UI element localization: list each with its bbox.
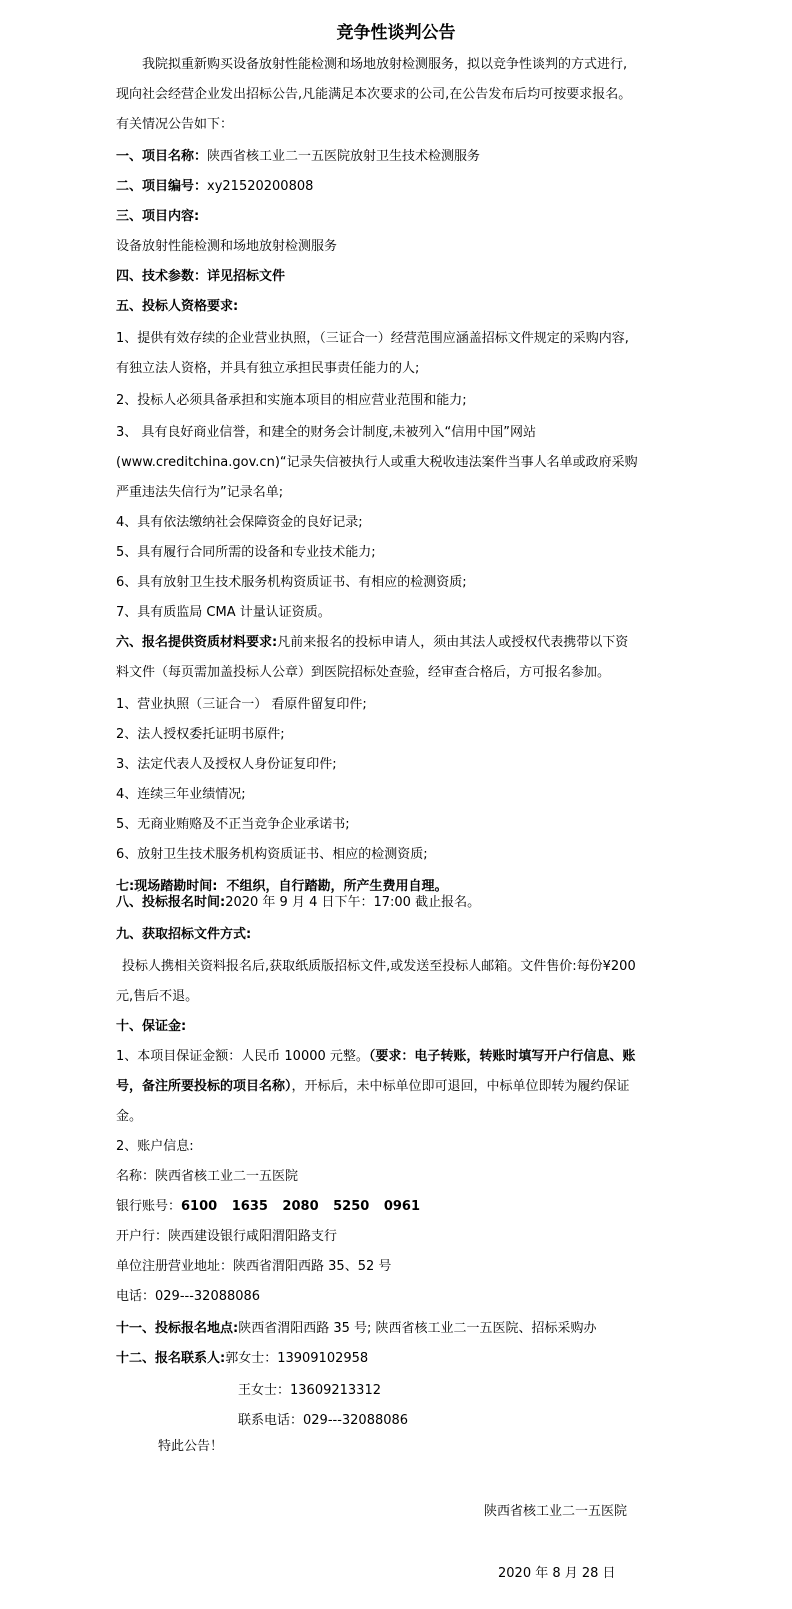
s6-line-3: 3、法定代表人及授权人身份证复印件; [116, 757, 337, 772]
signature-org: 陕西省核工业二一五医院 [484, 1504, 628, 1519]
section-11 [116, 1320, 597, 1338]
section-8 [116, 894, 480, 912]
s6-line-5: 5、无商业贿赂及不正当竞争企业承诺书; [116, 817, 350, 832]
s9-line-1: 投标人携相关资料报名后,获取纸质版招标文件,或发送至投标人邮箱。文件售价:每份¥200 [122, 959, 636, 974]
s10-line-3: 金。 [116, 1109, 143, 1124]
s5-line-7: 4、具有依法缴纳社会保障资金的良好记录; [116, 515, 363, 530]
s6-line-1: 1、营业执照（三证合一） 看原件留复印件; [116, 697, 367, 712]
s10-line-1 [116, 1048, 635, 1066]
deposit-phone: 电话：029---32088086 [116, 1289, 261, 1304]
opening-bank: 开户行：陕西建设银行咸阳渭阳路支行 [116, 1229, 338, 1244]
section-10-label: 十、保证金: [116, 1019, 187, 1034]
section-12 [116, 1350, 368, 1368]
section-12-label: 十二、报名联系人: [116, 1351, 226, 1366]
section-11-label: 十一、投标报名地点: [116, 1321, 239, 1336]
account-info-label: 2、账户信息: [116, 1139, 194, 1154]
s6-text-1: 凡前来报名的投标申请人，须由其法人或授权代表携带以下资 [277, 635, 629, 650]
s6-text-2: 料文件（每页需加盖投标人公章）到医院招标处查验，经审查合格后，方可报名参加。 [116, 665, 611, 680]
section-5-label: 五、投标人资格要求: [116, 299, 239, 314]
deposit-refund: ，开标后，未中标单位即可退回，中标单位即转为履约保证 [291, 1079, 630, 1094]
registration-location: 陕西省渭阳西路 35 号; 陕西省核工业二一五医院、招标采购办 [238, 1321, 597, 1336]
section-6-label: 六、报名提供资质材料要求: [116, 635, 278, 650]
s5-line-4: 3、 具有良好商业信誉，和建全的财务会计制度,未被列入“信用中国”网站 [116, 425, 537, 440]
section-2 [116, 178, 313, 196]
section-8-label: 八、投标报名时间: [116, 895, 226, 910]
s5-line-10: 7、具有质监局 CMA 计量认证资质。 [116, 605, 331, 620]
contact-2: 王女士：13609213312 [238, 1383, 381, 1398]
registered-address: 单位注册营业地址：陕西省渭阳西路 35、52 号 [116, 1259, 392, 1274]
s5-line-3: 2、投标人必须具备承担和实施本项目的相应营业范围和能力; [116, 393, 467, 408]
section-1-label: 一、项目名称： [116, 149, 208, 164]
closing-text: 特此公告！ [158, 1439, 224, 1454]
registration-time: 2020 年 9 月 4 日下午：17:00 截止报名。 [225, 895, 481, 910]
s6-line-6: 6、放射卫生技术服务机构资质证书、相应的检测资质; [116, 847, 428, 862]
section-7-label: 七:现场踏勘时间: [116, 879, 218, 894]
section-9-label: 九、获取招标文件方式: [116, 927, 252, 942]
s5-line-8: 5、具有履行合同所需的设备和专业技术能力; [116, 545, 376, 560]
deposit-requirement-cont: 号，备注所要投标的项目名称） [116, 1079, 292, 1094]
bank-account-number: 银行账号：6100 1635 2080 5250 0961 [116, 1199, 421, 1214]
signature-date: 2020 年 8 月 28 日 [498, 1566, 616, 1581]
section-3-label: 三、项目内容: [116, 209, 200, 224]
intro-line-2: 现向社会经营企业发出招标公告,凡能满足本次要求的公司,在公告发布后均可按要求报名。 [116, 87, 632, 102]
s10-line-2 [116, 1078, 630, 1096]
project-name: 陕西省核工业二一五医院放射卫生技术检测服务 [207, 149, 481, 164]
section-2-label: 二、项目编号： [116, 179, 208, 194]
deposit-amount: 1、本项目保证金额：人民币 10000 元整。 [116, 1049, 369, 1064]
deposit-requirement: （要求：电子转账，转账时填写开户行信息、账 [368, 1049, 636, 1064]
s9-line-2: 元,售后不退。 [116, 989, 199, 1004]
contact-1: 郭女士：13909102958 [225, 1351, 369, 1366]
section-6 [116, 634, 628, 652]
s6-line-2: 2、法人授权委托证明书原件; [116, 727, 285, 742]
s5-line-6: 严重违法失信行为”记录名单; [116, 485, 284, 500]
intro-line-3: 有关情况公告如下： [116, 117, 234, 132]
contact-phone: 联系电话：029---32088086 [238, 1413, 409, 1428]
s5-line-9: 6、具有放射卫生技术服务机构资质证书、有相应的检测资质; [116, 575, 467, 590]
s5-line-5: (www.creditchina.gov.cn)“记录失信被执行人或重大税收违法案件当事人名单或政府采购 [116, 455, 638, 470]
project-content: 设备放射性能检测和场地放射检测服务 [116, 239, 338, 254]
site-visit-value: 不组织，自行踏勘，所产生费用自理。 [226, 879, 448, 894]
account-name: 名称：陕西省核工业二一五医院 [116, 1169, 299, 1184]
section-1 [116, 148, 480, 166]
section-4: 四、技术参数：详见招标文件 [116, 269, 286, 284]
s5-line-1: 1、提供有效存续的企业营业执照，（三证合一）经营范围应涵盖招标文件规定的采购内容, [116, 331, 629, 346]
intro-line-1: 我院拟重新购买设备放射性能检测和场地放射检测服务，拟以竞争性谈判的方式进行, [142, 57, 628, 72]
s5-line-2: 有独立法人资格，并具有独立承担民事责任能力的人; [116, 361, 420, 376]
page-title: 竞争性谈判公告 [336, 23, 456, 43]
project-code: xy21520200808 [207, 179, 314, 194]
s6-line-4: 4、连续三年业绩情况; [116, 787, 246, 802]
